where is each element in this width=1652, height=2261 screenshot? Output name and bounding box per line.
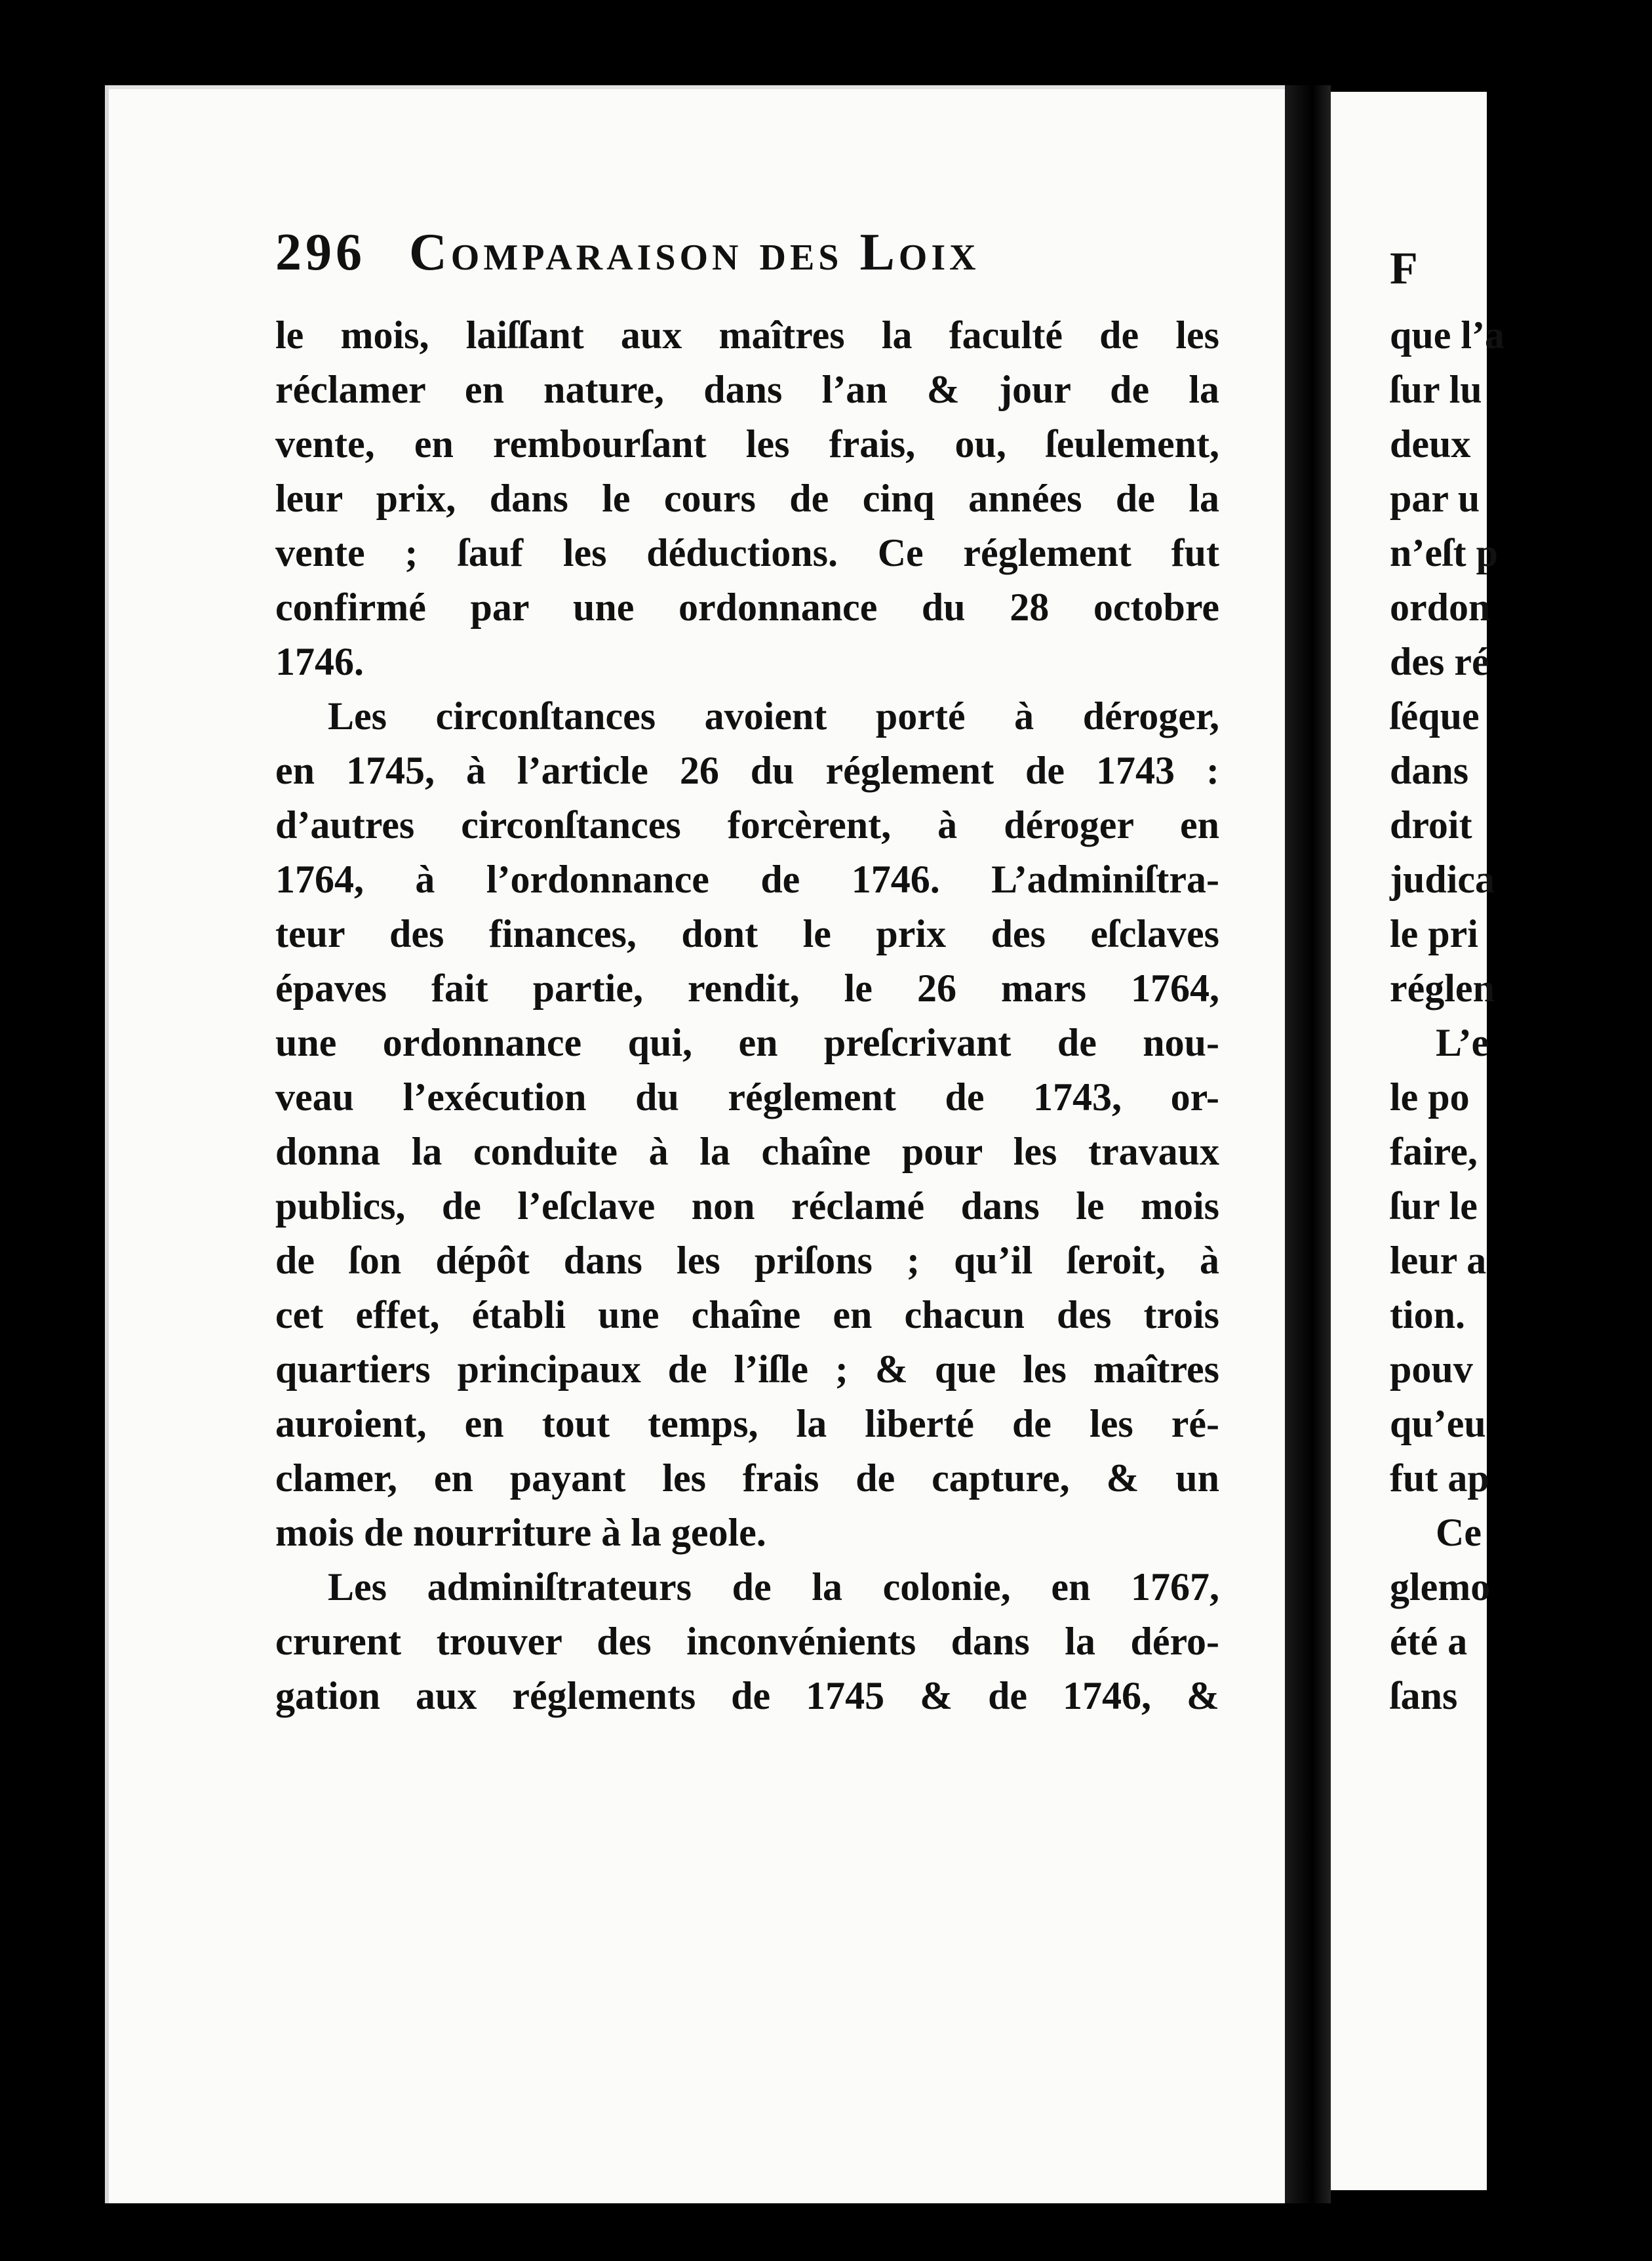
text-line: vente, en rembourſant les frais, ou, ſeulement,: [275, 422, 1219, 466]
right-text-line: L’e: [1436, 1021, 1489, 1064]
text-line: clamer, en payant les frais de capture, & un: [275, 1456, 1219, 1500]
right-text-line: des ré: [1390, 640, 1489, 683]
right-text-line: ſur le: [1390, 1184, 1478, 1228]
running-title: Comparaison des Loix: [409, 224, 980, 281]
right-text-line: que l’a: [1390, 313, 1505, 357]
right-text-line: qu’eu: [1390, 1402, 1486, 1445]
text-line: une ordonnance qui, en preſcrivant de nou-: [275, 1021, 1219, 1064]
text-line: en 1745, à l’article 26 du réglement de 1743 :: [275, 749, 1219, 792]
right-text-line: été a: [1390, 1620, 1468, 1663]
text-line: publics, de l’eſclave non réclamé dans le mois: [275, 1184, 1219, 1228]
right-text-line: judica: [1390, 858, 1495, 901]
right-text-line: pouv: [1390, 1348, 1473, 1391]
right-text-line: leur a: [1390, 1239, 1487, 1282]
text-line: 1764, à l’ordonnance de 1746. L’adminiſtra-: [275, 858, 1219, 901]
text-line: donna la conduite à la chaîne pour les travaux: [275, 1130, 1219, 1173]
text-line: leur prix, dans le cours de cinq années de la: [275, 477, 1219, 520]
right-text-line: faire,: [1390, 1130, 1478, 1173]
text-line: le mois, laiſſant aux maîtres la faculté de les: [275, 313, 1219, 357]
text-line: 1746.: [275, 640, 364, 683]
text-line: vente ; ſauf les déductions. Ce réglement fut: [275, 531, 1219, 574]
text-line: réclamer en nature, dans l’an & jour de la: [275, 368, 1219, 411]
right-text-line: n’eſt p: [1390, 531, 1498, 574]
right-text-line: droit: [1390, 803, 1472, 847]
text-line: confirmé par une ordonnance du 28 octobre: [275, 586, 1219, 629]
text-line: Les adminiſtrateurs de la colonie, en 1767,: [328, 1565, 1219, 1609]
right-page-text: [1390, 230, 1652, 1723]
right-running-header: F: [1390, 243, 1418, 294]
text-line: mois de nourriture à la geole.: [275, 1511, 766, 1554]
right-text-line: le po: [1390, 1075, 1470, 1119]
text-line: quartiers principaux de l’iſle ; & que les maîtres: [275, 1348, 1219, 1391]
text-line: teur des finances, dont le prix des eſclaves: [275, 912, 1219, 955]
right-page-lines: [1390, 308, 1652, 1723]
text-line: cet effet, établi une chaîne en chacun des trois: [275, 1293, 1219, 1336]
text-line: gation aux réglements de 1745 & de 1746, &: [275, 1674, 1219, 1717]
right-text-line: ordon: [1390, 586, 1491, 629]
right-text-line: fut ap: [1390, 1456, 1489, 1500]
right-text-line: glemo: [1390, 1565, 1491, 1609]
right-text-line: par u: [1390, 477, 1480, 520]
text-line: crurent trouver des inconvénients dans la déro-: [275, 1620, 1219, 1663]
book-gutter: [1285, 85, 1331, 2203]
right-text-line: ſéque: [1390, 694, 1480, 738]
right-text-line: le pri: [1390, 912, 1478, 955]
text-line: épaves fait partie, rendit, le 26 mars 1764,: [275, 967, 1219, 1010]
right-text-line: réglen: [1390, 967, 1495, 1010]
right-text-line: Ce: [1436, 1511, 1482, 1554]
text-line: d’autres circonſtances forcèrent, à déroger en: [275, 803, 1219, 847]
text-line: veau l’exécution du réglement de 1743, or-: [275, 1075, 1219, 1119]
right-text-line: tion.: [1390, 1293, 1466, 1336]
right-text-line: dans: [1390, 749, 1469, 792]
body-text: [275, 308, 1219, 1723]
text-line: Les circonſtances avoient porté à déroger,: [328, 694, 1219, 738]
text-line: de ſon dépôt dans les priſons ; qu’il ſeroit, à: [275, 1239, 1219, 1282]
text-line: auroient, en tout temps, la liberté de les ré-: [275, 1402, 1219, 1445]
right-text-line: ſans: [1390, 1674, 1458, 1717]
right-text-line: ſur lu: [1390, 368, 1482, 411]
running-header: [275, 223, 1101, 302]
page-number: 296: [275, 224, 366, 281]
right-text-line: deux: [1390, 422, 1471, 466]
right-page: [1331, 92, 1505, 2190]
